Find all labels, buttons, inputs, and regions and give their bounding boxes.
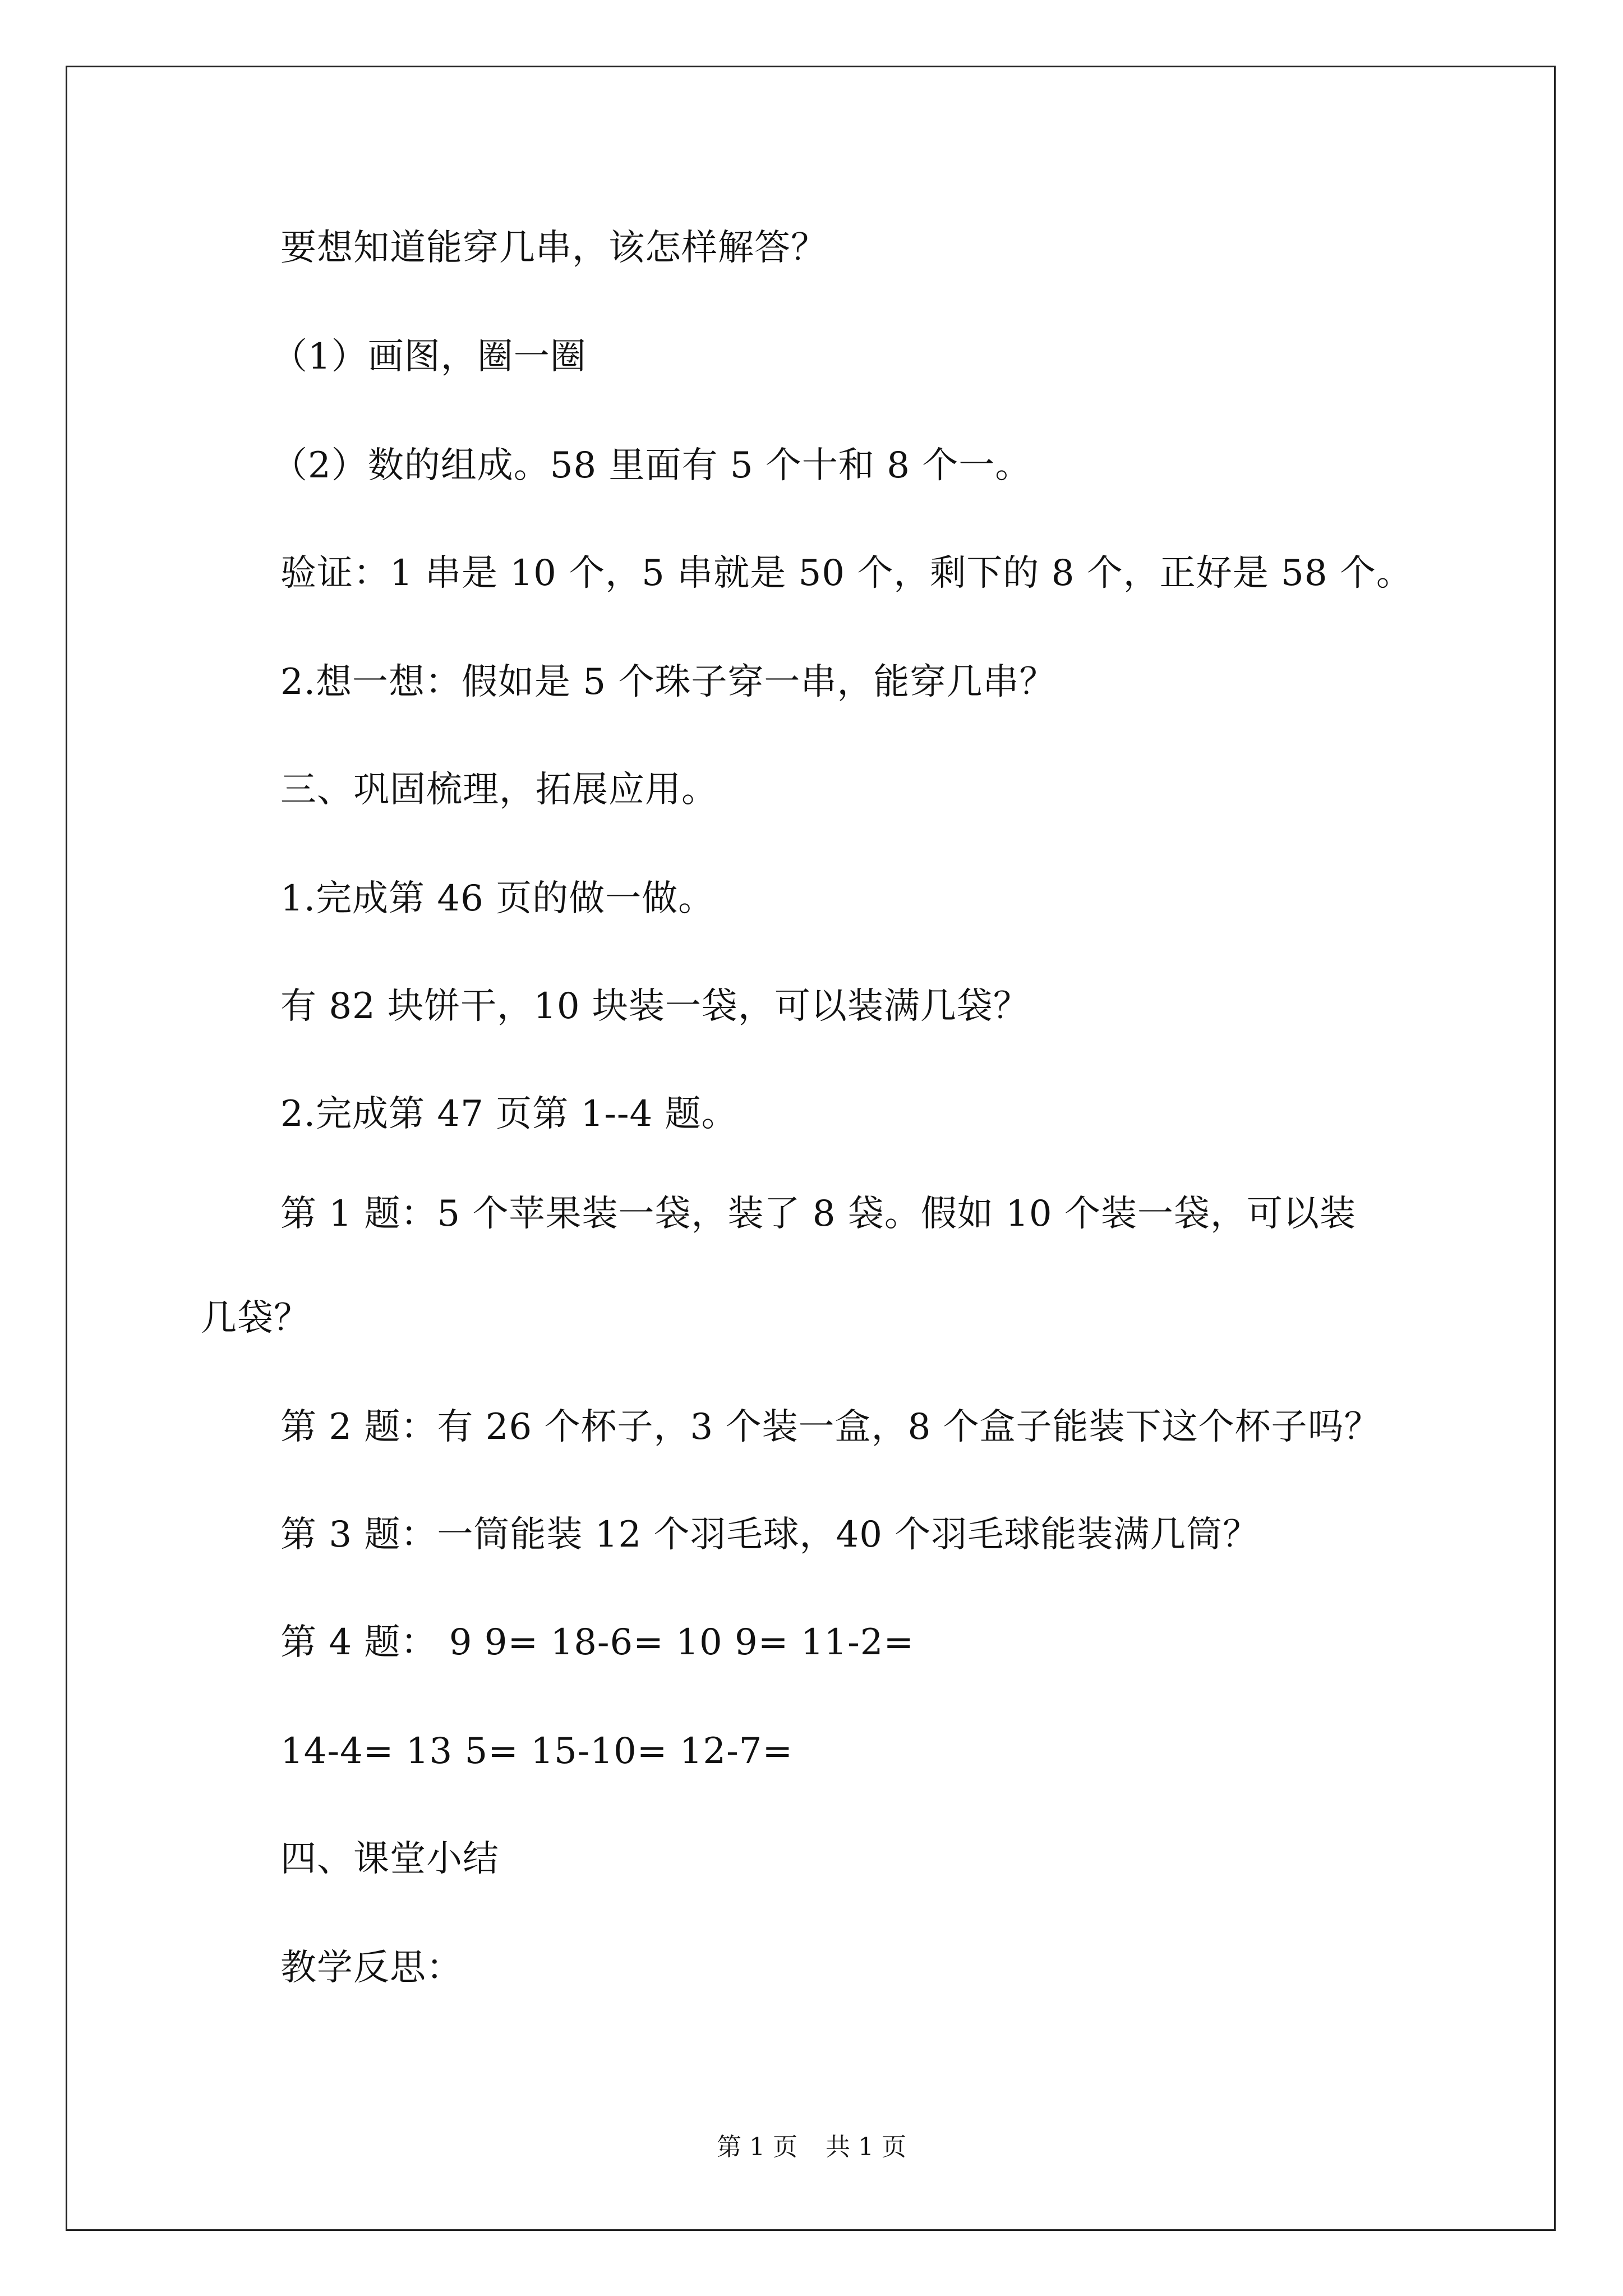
section-heading: 四、课堂小结 <box>280 1838 499 1880</box>
text-line: 第 3 题：一筒能装 12 个羽毛球，40 个羽毛球能装满几筒？ <box>280 1514 1260 1556</box>
text-line: 第 4 题： 9 9= 18-6= 10 9= 11-2= <box>280 1622 915 1663</box>
text-line: 第 2 题：有 26 个杯子，3 个装一盒，8 个盒子能装下这个杯子吗？ <box>280 1406 1381 1448</box>
text-line: 有 82 块饼干，10 块装一袋，可以装满几袋？ <box>280 986 1030 1027</box>
page-total: 共 1 页 <box>826 2133 906 2161</box>
text-line: 2.想一想：假如是 5 个珠子穿一串，能穿几串？ <box>280 661 1056 703</box>
text-line: 几袋？ <box>201 1297 310 1339</box>
text-line: （2）数的组成。58 里面有 5 个十和 8 个一。 <box>271 445 1032 486</box>
text-line: 验证：1 串是 10 个，5 串就是 50 个，剩下的 8 个，正好是 58 个。 <box>280 553 1413 594</box>
page-number: 第 1 页 <box>717 2133 797 2161</box>
text-line: 1.完成第 46 页的做一做。 <box>280 878 715 919</box>
text-line: 14-4= 13 5= 15-10= 12-7= <box>280 1731 794 1772</box>
text-line: 教学反思： <box>280 1947 463 1989</box>
text-line: 要想知道能穿几串，该怎样解答？ <box>280 227 827 269</box>
page-frame <box>66 66 1556 2231</box>
text-line: 第 1 题：5 个苹果装一袋，装了 8 袋。假如 10 个装一袋，可以装 <box>280 1193 1356 1235</box>
text-line: （1）画图，圈一圈 <box>271 336 587 378</box>
text-line: 2.完成第 47 页第 1--4 题。 <box>280 1093 738 1135</box>
page-footer <box>0 2131 1623 2164</box>
section-heading: 三、巩固梳理，拓展应用。 <box>280 769 718 811</box>
